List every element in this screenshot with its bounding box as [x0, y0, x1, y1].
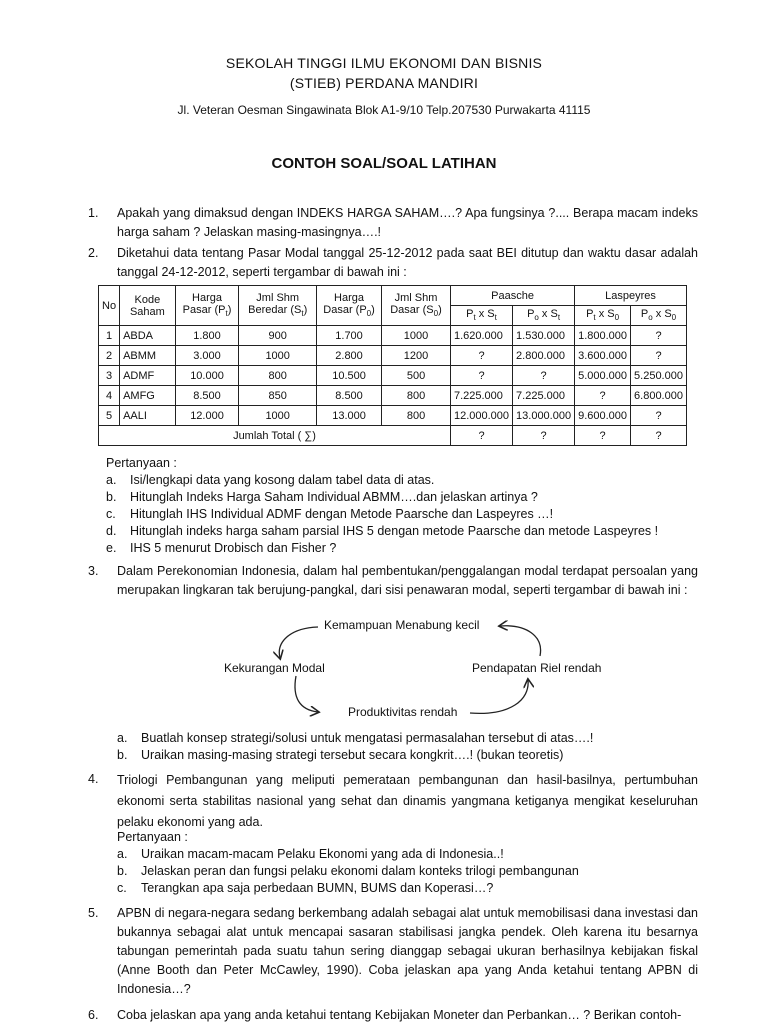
cell-jml-dasar: 1200 [382, 346, 451, 366]
cell-no: 5 [99, 406, 120, 426]
cell-laspeyres-2: 6.800.000 [631, 386, 687, 406]
header-paasche: Paasche [450, 286, 574, 306]
cell-jml-dasar: 1000 [382, 326, 451, 346]
question-3-item-a: a. Buatlah konsep strategi/solusi untuk mengatasi permasalahan tersebut di atas….! [117, 731, 594, 745]
cell-laspeyres-2: 5.250.000 [631, 366, 687, 386]
header-po-so: $P_o$ x $S_0$ [631, 306, 687, 326]
cell-no: 1 [99, 326, 120, 346]
question-3-number: 3. [88, 564, 99, 578]
arrow-bottom-to-right [470, 680, 528, 713]
total-laspeyres-1: ? [575, 426, 631, 446]
cell-harga-pasar: 12.000 [175, 406, 239, 426]
question-3-item-b: b. Uraikan masing-masing strategi tersebut secara kongkrit….! (bukan teoretis) [117, 748, 564, 762]
cell-paasche-1: 7.225.000 [450, 386, 512, 406]
cell-paasche-1: ? [450, 346, 512, 366]
cell-kode: AMFG [120, 386, 176, 406]
header-pt-st: $P_t$ x $S_t$ [450, 306, 512, 326]
header-laspeyres: Laspeyres [575, 286, 687, 306]
cell-kode: ABDA [120, 326, 176, 346]
cell-jml-beredar: 850 [239, 386, 317, 406]
cell-laspeyres-2: ? [631, 406, 687, 426]
institution-name: SEKOLAH TINGGI ILMU EKONOMI DAN BISNIS [225, 55, 543, 71]
cell-harga-dasar: 1.700 [317, 326, 382, 346]
question-4-number: 4. [88, 772, 99, 786]
cell-paasche-2: ? [513, 366, 575, 386]
question-1-number: 1. [88, 206, 99, 220]
cell-harga-dasar: 2.800 [317, 346, 382, 366]
cell-no: 3 [99, 366, 120, 386]
cell-laspeyres-1: ? [575, 386, 631, 406]
cell-kode: AALI [120, 406, 176, 426]
question-1-text: Apakah yang dimaksud dengan INDEKS HARGA SAHAM….? Apa fungsinya ?.... Berapa macam indeks harga saham ? Jelaskan masing-masingnya….! [117, 206, 698, 239]
cell-laspeyres-2: ? [631, 326, 687, 346]
cell-kode: ADMF [120, 366, 176, 386]
cell-harga-dasar: 13.000 [317, 406, 382, 426]
question-2-number: 2. [88, 246, 99, 260]
cycle-node-bottom: Produktivitas rendah [348, 705, 458, 719]
cycle-node-top: Kemampuan Menabung kecil [324, 618, 480, 632]
cell-laspeyres-1: 1.800.000 [575, 326, 631, 346]
question-4-item-c: c. Terangkan apa saja perbedaan BUMN, BUMS dan Koperasi…? [117, 881, 494, 895]
total-laspeyres-2: ? [631, 426, 687, 446]
question-2-item-a: a. Isi/lengkapi data yang kosong dalam tabel data di atas. [106, 473, 435, 487]
cell-laspeyres-1: 3.600.000 [575, 346, 631, 366]
cell-paasche-2: 13.000.000 [513, 406, 575, 426]
cell-harga-pasar: 10.000 [175, 366, 239, 386]
total-paasche-2: ? [513, 426, 575, 446]
cell-harga-pasar: 1.800 [175, 326, 239, 346]
header-no: No [99, 286, 120, 326]
question-2-item-e: e. IHS 5 menurut Drobisch dan Fisher ? [106, 541, 337, 555]
question-5-text: APBN di negara-negara sedang berkembang adalah sebagai alat untuk memobilisasi dana investasi dan bukannya sebagai alat untuk mencapai sasaran stabilisasi jangka pendek. Oleh karena itu besarnya tabungan pemerintah pada suatu tahun sering dianggap sebagai ukuran berhasilnya kebijakan fiskal (Anne Booth dan Peter McCawley, 1990). Coba jelaskan apa yang Anda ketahui tentang APBN di Indonesia…? [117, 906, 698, 996]
cycle-node-right: Pendapatan Riel rendah [472, 661, 602, 675]
cell-jml-dasar: 500 [382, 366, 451, 386]
cell-no: 4 [99, 386, 120, 406]
page-title: CONTOH SOAL/SOAL LATIHAN [271, 155, 497, 172]
question-2-pertanyaan: Pertanyaan : [106, 456, 177, 470]
cell-kode: ABMM [120, 346, 176, 366]
cell-paasche-1: 1.620.000 [450, 326, 512, 346]
header-kode-saham: Kode Saham [120, 286, 176, 326]
header-po-st: $P_o$ x $S_t$ [513, 306, 575, 326]
question-2-item-c: c. Hitunglah IHS Individual ADMF dengan Metode Paarsche dan Laspeyres …! [106, 507, 554, 521]
cell-jml-dasar: 800 [382, 406, 451, 426]
question-5-number: 5. [88, 906, 99, 920]
cell-paasche-1: 12.000.000 [450, 406, 512, 426]
cell-laspeyres-1: 5.000.000 [575, 366, 631, 386]
header-jml-beredar: Jml Shm Beredar $(S_t)$ [239, 286, 317, 326]
institution-subname: (STIEB) PERDANA MANDIRI [289, 75, 479, 91]
arrow-left-to-bottom [295, 676, 318, 712]
cell-harga-dasar: 8.500 [317, 386, 382, 406]
question-2-text: Diketahui data tentang Pasar Modal tanggal 25-12-2012 pada saat BEI ditutup dan waktu dasar adalah tanggal 24-12-2012, seperti tergambar di bawah ini : [117, 246, 698, 279]
cell-no: 2 [99, 346, 120, 366]
cell-paasche-2: 2.800.000 [513, 346, 575, 366]
cell-paasche-2: 1.530.000 [513, 326, 575, 346]
arrow-right-to-top [500, 626, 541, 656]
question-6-number: 6. [88, 1008, 99, 1022]
header-jml-dasar: Jml Shm Dasar $(S_0)$ [382, 286, 451, 326]
cell-paasche-2: 7.225.000 [513, 386, 575, 406]
total-label: Jumlah Total ( ∑) [99, 426, 451, 446]
cell-jml-beredar: 900 [239, 326, 317, 346]
question-2-item-b: b. Hitunglah Indeks Harga Saham Individual ABMM….dan jelaskan artinya ? [106, 490, 538, 504]
arrow-top-to-left [279, 627, 318, 658]
question-2-item-d: d. Hitunglah indeks harga saham parsial IHS 5 dengan metode Paarsche dan metode Laspeyres ! [106, 524, 659, 538]
header-pt-so: $P_t$ x $S_0$ [575, 306, 631, 326]
cell-harga-dasar: 10.500 [317, 366, 382, 386]
cell-harga-pasar: 3.000 [175, 346, 239, 366]
cell-paasche-1: ? [450, 366, 512, 386]
total-paasche-1: ? [450, 426, 512, 446]
question-4-text: Triologi Pembangunan yang meliputi pemerataan pembangunan dan hasil-basilnya, pertumbuhan ekonomi serta stabilitas nasional yang sehat dan dinamis yangmana ketiganya mengikat keseluruhan pelaku ekonomi yang ada. [117, 773, 698, 829]
cell-laspeyres-2: ? [631, 346, 687, 366]
cell-laspeyres-1: 9.600.000 [575, 406, 631, 426]
question-4-item-a: a. Uraikan macam-macam Pelaku Ekonomi yang ada di Indonesia..! [117, 847, 504, 861]
question-4-item-b: b. Jelaskan peran dan fungsi pelaku ekonomi dalam konteks trilogi pembangunan [117, 864, 579, 878]
header-harga-dasar: Harga Dasar $(P_0)$ [317, 286, 382, 326]
question-4-pertanyaan: Pertanyaan : [117, 830, 188, 844]
cycle-node-left: Kekurangan Modal [224, 661, 325, 675]
question-6-text: Coba jelaskan apa yang anda ketahui tentang Kebijakan Moneter dan Perbankan… ? Berikan contoh- [117, 1008, 682, 1022]
institution-address: Jl. Veteran Oesman Singawinata Blok A1-9/10 Telp.207530 Purwakarta 41115 [177, 103, 591, 117]
cell-jml-beredar: 1000 [239, 406, 317, 426]
cell-jml-dasar: 800 [382, 386, 451, 406]
cell-jml-beredar: 800 [239, 366, 317, 386]
question-3-text: Dalam Perekonomian Indonesia, dalam hal pembentukan/penggalangan modal terdapat persoalan yang merupakan lingkaran tak berujung-pangkal, dari sisi penawaran modal, seperti tergambar di bawah ini : [117, 564, 698, 597]
cell-harga-pasar: 8.500 [175, 386, 239, 406]
header-harga-pasar: Harga Pasar $(P_t)$ [175, 286, 239, 326]
cell-jml-beredar: 1000 [239, 346, 317, 366]
